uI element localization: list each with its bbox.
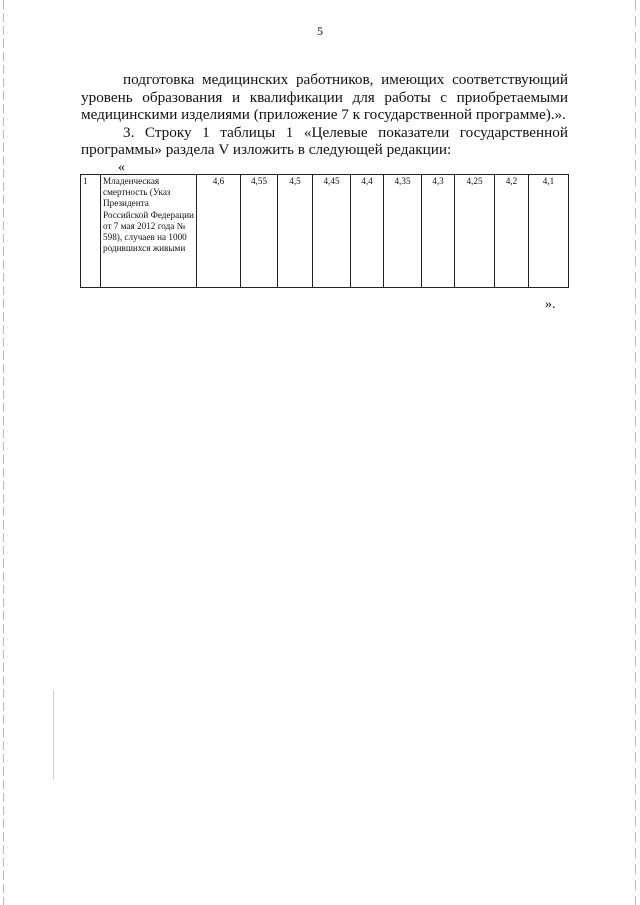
page-number: 5 [317, 24, 323, 38]
value-cell: 4,6 [197, 175, 241, 288]
value-cell: 4,2 [495, 175, 529, 288]
indicator-name-cell: Младенческая смертность (Указ Президента Российской Федерации от 7 мая 2012 года № 598), случаев на 1000 родившихся живыми [101, 175, 197, 288]
paragraph-amendment [81, 124, 568, 159]
text-line: уровень образования и квалификации для работы с приобретаемыми [81, 88, 568, 106]
scan-right-edge [635, 0, 636, 905]
text-line: 3. Строку 1 таблицы 1 «Целевые показатели государственной [123, 123, 568, 141]
text-line: подготовка медицинских работников, имеющих соответствующий [123, 71, 568, 88]
value-cell: 4,45 [313, 175, 351, 288]
value-cell: 4,25 [455, 175, 495, 288]
value-cell: 4,1 [529, 175, 569, 288]
closing-quote: ». [545, 297, 556, 312]
body-text [81, 71, 568, 159]
row-number-cell: 1 [81, 175, 101, 288]
value-cell: 4,5 [278, 175, 313, 288]
value-cell: 4,4 [351, 175, 384, 288]
value-cell: 4,55 [241, 175, 278, 288]
paragraph-training [81, 71, 568, 124]
value-cell: 4,3 [422, 175, 455, 288]
target-indicators-table [80, 174, 569, 288]
scan-left-edge [3, 0, 4, 905]
text-line: медицинскими изделиями (приложение 7 к государственной программе).». [81, 106, 566, 123]
table-row [81, 175, 569, 288]
text-line: программы» раздела V изложить в следующей редакции: [81, 141, 452, 158]
opening-quote: « [118, 160, 125, 175]
value-cell: 4,35 [384, 175, 422, 288]
scan-inner-mark [53, 690, 54, 780]
